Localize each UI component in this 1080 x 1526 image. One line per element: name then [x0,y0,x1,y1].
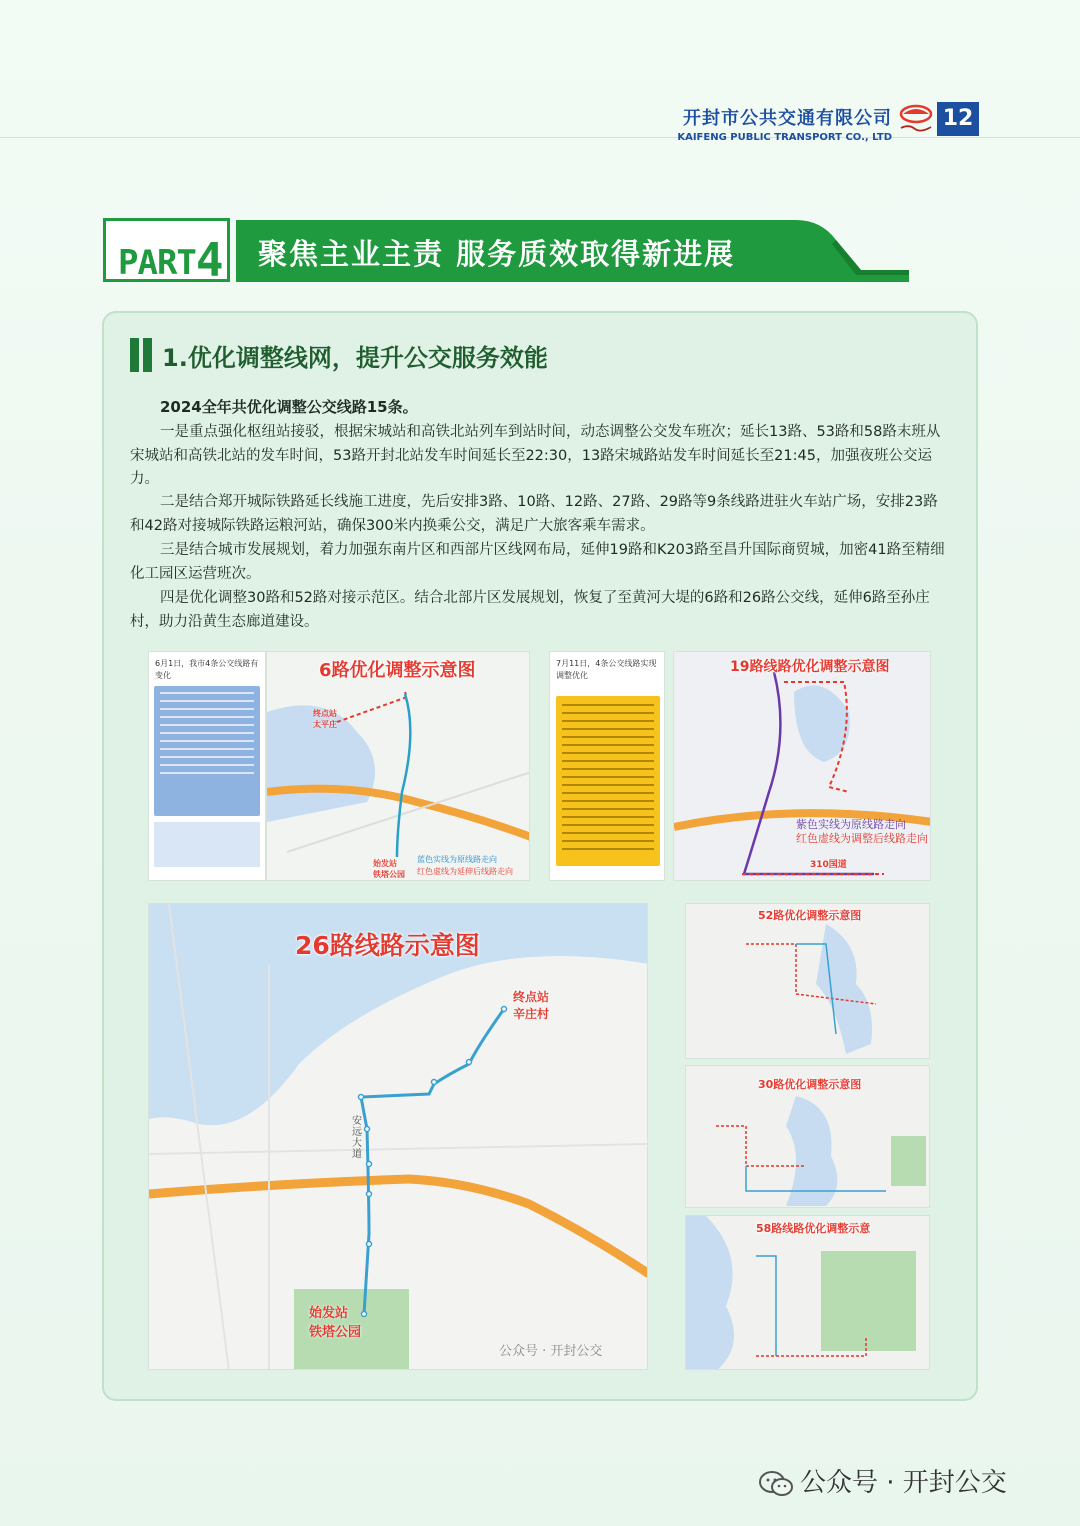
paragraph-3: 三是结合城市发展规划，着力加强东南片区和西部片区线网布局，延伸19路和K203路至昌升国际商贸城，加密41路至精细化工园区运营班次。 [130,542,945,582]
map-title: 19路线路优化调整示意图 [730,659,890,675]
legend-original: 紫色实线为原线路走向 [796,818,906,831]
company-name-cn: 开封市公共交通有限公司 [683,108,892,129]
company-name [677,104,892,143]
route-6-map [266,651,530,881]
stop-label-start: 始发站 铁塔公园 [373,859,405,879]
news-body-block [154,686,260,816]
part-title: 聚焦主业主责 服务质效取得新进展 [258,237,736,271]
news-screenshot-2 [549,651,665,881]
news-body-block [556,696,660,866]
map-title: 6路优化调整示意图 [319,660,476,681]
map-title: 30路优化调整示意图 [758,1078,862,1091]
section-title: 1.优化调整线网，提升公交服务效能 [162,344,548,372]
part-badge [103,218,230,287]
part-label: PART [118,243,196,283]
map-title: 58路线路优化调整示意 [756,1222,871,1235]
header-divider [0,137,1080,138]
section-marker [130,338,152,372]
wechat-icon [758,1470,794,1498]
map-title: 26路线路示意图 [295,931,480,960]
news-screenshot-1 [148,651,266,881]
paragraph-1: 一是重点强化枢纽站接驳，根据宋城站和高铁北站列车到站时间，动态调整公交发车班次；延长13路、53路和58路末班从宋城站和高铁北站的发车时间，53路开封北站发车时间延长至22:30，13路宋城路站发车时间延长至21:45，加强夜班公交运力。 [130,424,941,487]
legend-adjusted: 红色虚线为调整后线路走向 [796,832,928,845]
news-thumbnail-map [154,822,260,867]
paragraph-2: 二是结合郑开城际铁路延长线施工进度，先后安排3路、10路、12路、27路、29路等9条线路进驻火车站广场，安排23路和42路对接城际铁路运粮河站，确保300米内换乘公交，满足广大旅客乘车需求。 [130,494,938,534]
kaifeng-bus-logo-icon [897,102,935,136]
stop-label-terminal: 终点站 太平庄 [313,709,337,729]
stop-label-start: 始发站 铁塔公园 [309,1306,362,1340]
road-label: 310国道 [810,860,847,870]
paragraph-4: 四是优化调整30路和52路对接示范区。结合北部片区发展规划，恢复了至黄河大堤的6路和26路公交线，延伸6路至孙庄村，助力沿黄生态廊道建设。 [130,590,930,630]
lead-sentence: 2024全年共优化调整公交线路15条。 [160,398,418,416]
road-label: 安远大道 [352,1116,362,1160]
footer-watermark [758,1462,1007,1499]
map-title: 52路优化调整示意图 [758,909,862,922]
route-52-map [685,903,930,1059]
news-headline: 6月1日，我市4条公交线路有变化 [155,659,259,680]
company-name-en: KAIFENG PUBLIC TRANSPORT CO., LTD [677,132,892,143]
page-number: 12 [937,102,979,136]
route-19-map [673,651,931,881]
news-headline: 7月11日，4条公交线路实现调整优化 [556,659,657,680]
part-number: 4 [195,233,223,287]
watermark-text: 公众号 · 开封公交 [800,1468,1007,1498]
route-26-map [148,903,648,1370]
legend-extended: 红色虚线为延伸后线路走向 [417,867,513,876]
legend-original: 蓝色实线为原线路走向 [417,855,497,864]
stop-label-terminal: 终点站 辛庄村 [513,990,550,1021]
route-58-map [685,1215,930,1370]
route-30-map [685,1065,930,1208]
map-watermark: 公众号 · 开封公交 [499,1344,603,1359]
